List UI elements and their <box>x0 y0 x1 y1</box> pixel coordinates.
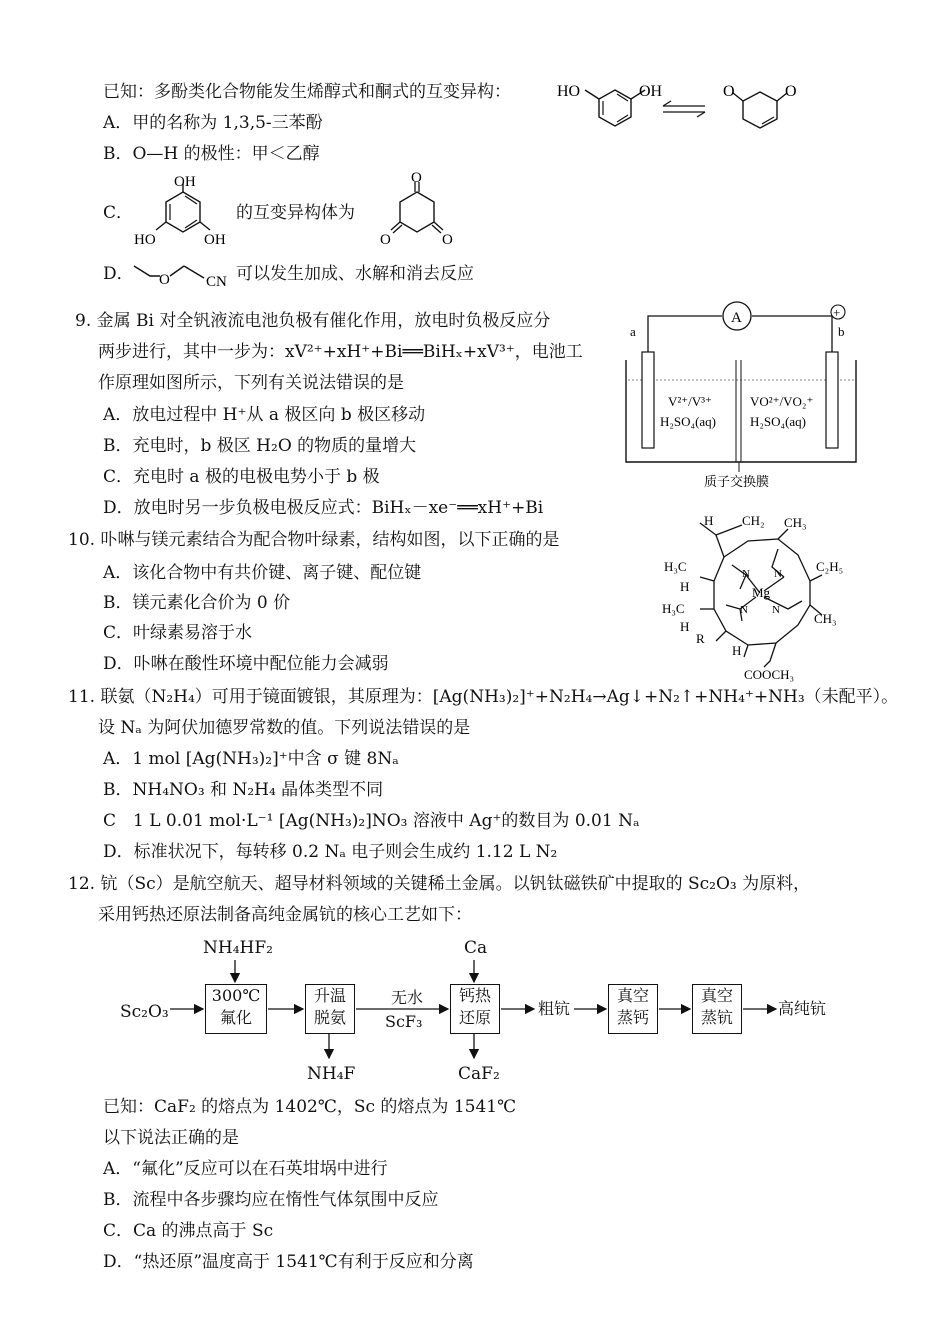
svg-text:Mg: Mg <box>752 585 771 600</box>
svg-text:C₂H₅: C₂H₅ <box>816 559 844 574</box>
q10-option-a: A．该化合物中有共价键、离子键、配位键 <box>103 563 422 583</box>
q9-option-d: D．放电时另一步负极电极反应式：BiHₓ－xe⁻══xH⁺+Bi <box>103 498 544 518</box>
option-d-label: D． <box>103 264 134 284</box>
q10-option-b: B．镁元素化合价为 0 价 <box>103 593 291 613</box>
svg-text:b: b <box>838 324 845 339</box>
q9-stem-line2: 两步进行，其中一步为：xV²⁺+xH⁺+Bi══BiHₓ+xV³⁺，电池工 <box>98 342 583 362</box>
q11-stem-line2: 设 Nₐ 为阿伏加德罗常数的值。下列说法错误的是 <box>98 718 471 738</box>
svg-text:CH₃: CH₃ <box>814 611 837 626</box>
q9-stem-line1: 9. 金属 Bi 对全钒液流电池负极有催化作用，放电时负极反应分 <box>75 311 551 331</box>
box-vacuum-sc: 真空 蒸钪 <box>692 984 742 1034</box>
option-c-label: C． <box>103 203 134 223</box>
q9-option-a: A．放电过程中 H⁺从 a 极区向 b 极区移动 <box>103 405 426 425</box>
svg-text:a: a <box>630 324 636 339</box>
flow-battery-diagram <box>618 300 868 492</box>
q11-option-c: C 1 L 0.01 mol·L⁻¹ [Ag(NH₃)₂]NO₃ 溶液中 Ag⁺的数目为 0.01 Nₐ <box>103 811 640 831</box>
option-d-text: 可以发生加成、水解和消去反应 <box>236 264 474 284</box>
cyclohexanetrione-structure <box>372 172 462 250</box>
svg-text:H: H <box>704 513 714 528</box>
q12-stem-line1: 12. 钪（Sc）是航空航天、超导材料领域的关键稀土金属。以钒钛磁铁矿中提取的 Sc₂O₃ 为原料， <box>68 874 811 894</box>
option-b: B．O—H 的极性：甲＜乙醇 <box>103 144 320 164</box>
svg-text:N: N <box>772 604 780 616</box>
process-flow-diagram: NH₄HF₂ Ca Sc₂O₃ 300℃ 氟化 升温 脱氨 无水 ScF₃ 钙热 还原 粗钪 真空 蒸钙 真空 蒸钪 高纯钪 NH₄F CaF₂ <box>0 930 950 1090</box>
q10-option-d: D．卟啉在酸性环境中配位能力会减弱 <box>103 654 389 674</box>
svg-text:VO²⁺/VO₂⁺: VO²⁺/VO₂⁺ <box>750 394 814 409</box>
box-fluorination: 300℃ 氟化 <box>205 984 267 1034</box>
svg-text:R: R <box>696 631 705 646</box>
q12-option-c: C．Ca 的沸点高于 Sc <box>103 1221 274 1241</box>
svg-text:质子交换膜: 质子交换膜 <box>704 474 770 489</box>
o-label: O <box>785 83 797 100</box>
q12-option-a: A．“氟化”反应可以在石英坩埚中进行 <box>103 1159 388 1179</box>
svg-text:CH₂: CH₂ <box>742 513 765 528</box>
svg-text:H: H <box>680 579 690 594</box>
svg-text:OH: OH <box>204 232 226 248</box>
box-deammonia: 升温 脱氨 <box>305 984 355 1034</box>
svg-text:V²⁺/V³⁺: V²⁺/V³⁺ <box>668 394 712 409</box>
svg-text:CN: CN <box>206 274 227 290</box>
svg-text:A: A <box>731 310 742 326</box>
svg-text:HO: HO <box>134 232 156 248</box>
svg-text:O: O <box>442 232 453 248</box>
svg-text:H: H <box>680 619 690 634</box>
svg-text:H₂SO₄(aq): H₂SO₄(aq) <box>750 414 806 429</box>
box-vacuum-ca: 真空 蒸钙 <box>608 984 658 1034</box>
o-label: O <box>723 83 735 100</box>
q12-option-d: D．“热还原”温度高于 1541℃有利于反应和分离 <box>103 1252 474 1272</box>
svg-text:OH: OH <box>174 174 196 190</box>
q10-stem: 10. 卟啉与镁元素结合为配合物叶绿素，结构如图，以下正确的是 <box>68 530 560 550</box>
phloroglucinol-structure <box>128 172 238 250</box>
q12-ask: 以下说法正确的是 <box>103 1128 239 1148</box>
tautomer-diagram <box>555 70 815 138</box>
q11-stem-line1: 11. 联氨（N₂H₄）可用于镜面镀银，其原理为：[Ag(NH₃)₂]⁺+N₂H₄→Ag↓+N₂↑+NH₄⁺+NH₃（未配平）。 <box>68 687 899 707</box>
svg-text:COOCH₃: COOCH₃ <box>744 667 795 682</box>
svg-text:H: H <box>732 643 742 658</box>
q11-option-b: B．NH₄NO₃ 和 N₂H₄ 晶体类型不同 <box>103 780 384 800</box>
known-statement: 已知：多酚类化合物能发生烯醇式和酮式的互变异构： <box>103 82 511 102</box>
svg-text:N: N <box>742 568 750 580</box>
svg-text:N: N <box>740 604 748 616</box>
q9-stem-line3: 作原理如图所示，下列有关说法错误的是 <box>98 373 404 393</box>
q12-stem-line2: 采用钙热还原法制备高纯金属钪的核心工艺如下： <box>98 905 472 925</box>
svg-text:N: N <box>774 568 782 580</box>
svg-text:H₃C: H₃C <box>664 559 687 574</box>
q10-option-c: C．叶绿素易溶于水 <box>103 623 253 643</box>
q11-option-d: D．标准状况下，每转移 0.2 Nₐ 电子则会生成约 1.12 L N₂ <box>103 842 558 862</box>
svg-text:CH₃: CH₃ <box>784 515 807 530</box>
q9-option-c: C．充电时 a 极的电极电势小于 b 极 <box>103 467 380 487</box>
svg-text:H₂SO₄(aq): H₂SO₄(aq) <box>660 414 716 429</box>
box-calciothermic: 钙热 还原 <box>450 984 500 1034</box>
ho-label: HO <box>557 83 581 100</box>
q12-known: 已知：CaF₂ 的熔点为 1402℃，Sc 的熔点为 1541℃ <box>103 1097 517 1117</box>
svg-text:+: + <box>833 305 841 320</box>
q12-option-b: B．流程中各步骤均应在惰性气体氛围中反应 <box>103 1190 439 1210</box>
methoxyacetonitrile-structure <box>128 252 234 292</box>
flow-arrows <box>0 930 950 1090</box>
svg-text:O: O <box>159 272 170 288</box>
svg-text:H₃C: H₃C <box>662 601 685 616</box>
q9-option-b: B．充电时，b 极区 H₂O 的物质的量增大 <box>103 436 417 456</box>
oh-label: OH <box>639 83 663 100</box>
option-c-text: 的互变异构体为 <box>236 203 355 223</box>
q11-option-a: A．1 mol [Ag(NH₃)₂]⁺中含 σ 键 8Nₐ <box>103 749 399 769</box>
svg-text:O: O <box>411 172 422 186</box>
svg-text:O: O <box>380 232 391 248</box>
chlorophyll-structure <box>660 505 870 685</box>
option-a: A．甲的名称为 1,3,5-三苯酚 <box>103 113 323 133</box>
